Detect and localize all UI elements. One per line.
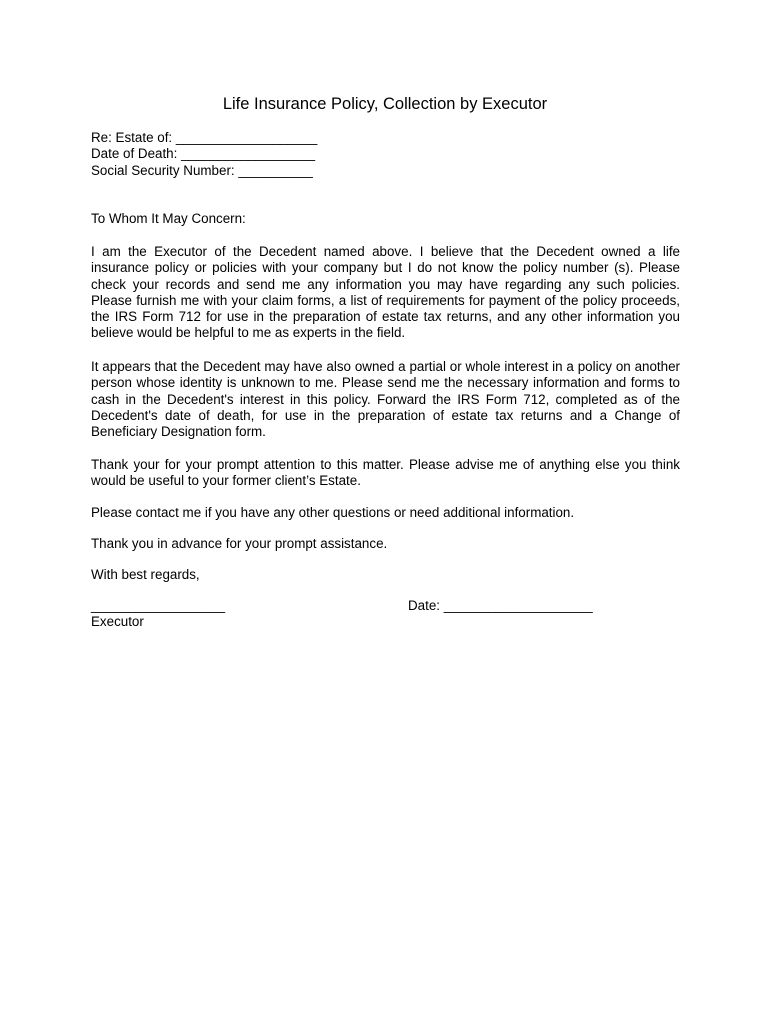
estate-of-line: Re: Estate of: ___________________ [91, 130, 318, 145]
document-title: Life Insurance Policy, Collection by Executor [222, 95, 548, 113]
closing-line: With best regards, [91, 567, 200, 582]
paragraph-contact: Please contact me if you have any other questions or need additional information. [91, 505, 575, 520]
signature-label: Executor [91, 614, 144, 629]
social-security-number-line: Social Security Number: __________ [91, 162, 313, 178]
salutation: To Whom It May Concern: [91, 211, 246, 226]
signature-line: __________________ [91, 598, 226, 613]
reference-block [91, 130, 680, 179]
date-line: Date: ____________________ [408, 598, 593, 613]
paragraph-partial-interest: It appears that the Decedent may have also owned a partial or whole interest in a policy on another person whose identity is unknown to me. Please send me the necessary information and forms to cash in the Decedent's interest in this policy. Forward the IRS Form 712, completed as of the Decedent's date of death, for use in the preparation of estate tax returns and a Change of Beneficiary Designation form. [91, 359, 680, 440]
paragraph-policy-request: I am the Executor of the Decedent named above. I believe that the Decedent owned a life insurance policy or policies with your company but I do not know the policy number (s). Please check your records and send me any information you may have regarding any such policies. Please furnish me with your claim forms, a list of requirements for payment of the policy proceeds, the IRS Form 712 for use in the preparation of estate tax returns, and any other information you believe would be helpful to me as experts in the field. [91, 244, 680, 341]
paragraph-thank-attention: Thank your for your prompt attention to this matter. Please advise me of anything else you think would be useful to your former client’s Estate. [91, 457, 680, 489]
paragraph-thank-advance: Thank you in advance for your prompt assistance. [91, 536, 388, 551]
date-of-death-line: Date of Death: __________________ [91, 146, 316, 162]
